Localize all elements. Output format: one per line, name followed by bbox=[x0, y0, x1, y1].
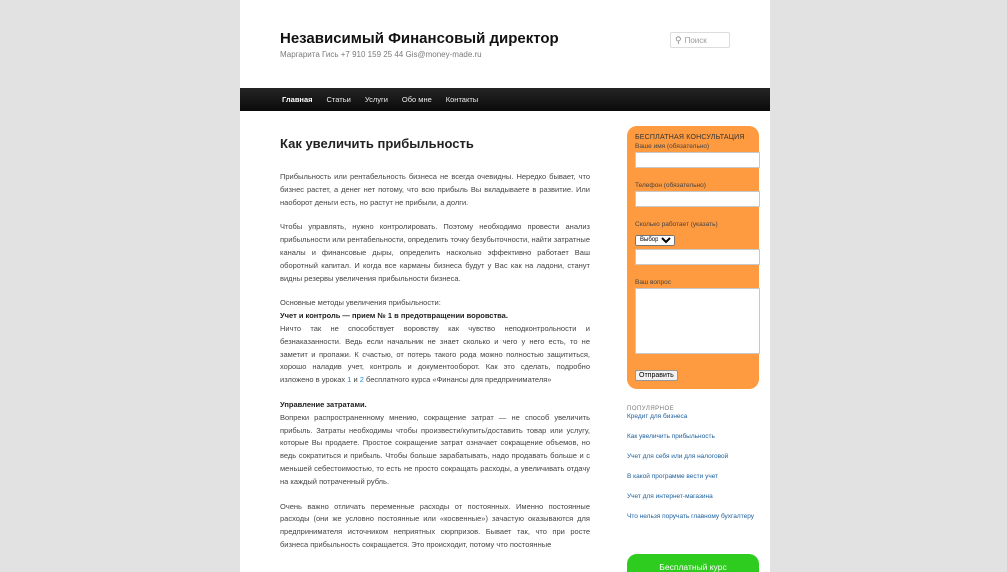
form-title: БЕСПЛАТНАЯ КОНСУЛЬТАЦИЯ bbox=[635, 134, 745, 141]
popular-link[interactable]: Что нельзя поручать главному бухгалтеру bbox=[627, 513, 755, 520]
nav-item-home[interactable]: Главная bbox=[282, 95, 313, 104]
phone-field[interactable] bbox=[635, 191, 760, 207]
time-field[interactable] bbox=[635, 249, 760, 265]
popular-title: ПОПУЛЯРНОЕ bbox=[627, 406, 675, 412]
phone-label: Телефон (обязательно) bbox=[635, 182, 706, 189]
popular-link[interactable]: Как увеличить прибыльность bbox=[627, 433, 715, 440]
name-label: Ваше имя (обязательно) bbox=[635, 143, 710, 150]
post-paragraph bbox=[280, 399, 590, 489]
post-title: Как увеличить прибыльность bbox=[280, 136, 474, 151]
site-description: Маргарита Гись +7 910 159 25 44 Gis@money-made.ru bbox=[280, 50, 482, 59]
method-text: Ничто так не способствует воровству как чувство неподконтрольности и безнаказанности. Ведь если начальник не знает сколько и чего у него есть, то не заметит и пропажи. К счастью, от потерь такого рода можно полностью защититься, хорошо наладив учет, контроль и документооборот. Как это сделать, подробно изложено в уроках bbox=[280, 323, 590, 385]
consultation-form bbox=[627, 126, 759, 389]
post-paragraph: Очень важно отличать переменные расходы от постоянных. Именно постоянные расходы (они же условно постоянные или «косвенные») зачастую оказываются для предпринимателя источником неприятных сюрпризов. Бывает так, что при росте бизнеса прибыльность сокращается. Это происходит, потому что постоянные bbox=[280, 501, 590, 549]
time-label: Сколько работает (указать) bbox=[635, 221, 718, 228]
method-heading: Управление затратами. bbox=[280, 399, 367, 409]
method-heading: Учет и контроль — прием № 1 в предотвращении воровства. bbox=[280, 311, 508, 321]
post-content bbox=[280, 128, 590, 564]
search-icon: ⚲ bbox=[675, 34, 682, 45]
and-text: и bbox=[353, 375, 358, 385]
popular-widget bbox=[627, 406, 759, 532]
free-course-banner[interactable]: Бесплатный курс bbox=[627, 554, 759, 572]
popular-link[interactable]: Кредит для бизнеса bbox=[627, 413, 688, 420]
name-field[interactable] bbox=[635, 152, 760, 168]
post-paragraph bbox=[280, 297, 590, 387]
popular-link[interactable]: Учет для себя или для налоговой bbox=[627, 453, 729, 460]
question-textarea[interactable] bbox=[635, 288, 760, 354]
time-select[interactable] bbox=[635, 235, 675, 246]
search-input[interactable] bbox=[670, 32, 730, 48]
lesson-2-link[interactable]: 2 bbox=[359, 375, 364, 385]
main-nav bbox=[240, 88, 770, 111]
methods-intro: Основные методы увеличения прибыльности: bbox=[280, 298, 441, 308]
method-text: Вопреки распространенному мнению, сокращение затрат — не способ увеличить прибыль. Затраты необходимы чтобы произвести/купить/доставить товар или услугу, которые Вы продаете. Простое сокращение затрат означает сокращение объемов, но ведь сократиться и прибыль. Чтобы больше зарабатывать, надо продавать больше и с меньшей себестоимостью, то есть не просто сокращать расходы, а увеличивать отдачу на каждый потраченный рубль. bbox=[280, 412, 590, 486]
search-placeholder: Поиск bbox=[684, 35, 707, 45]
submit-button[interactable]: Отправить bbox=[635, 370, 678, 381]
question-label: Ваш вопрос bbox=[635, 279, 671, 286]
nav-item-services[interactable]: Услуги bbox=[364, 95, 388, 104]
post-paragraph: Чтобы управлять, нужно контролировать. Поэтому необходимо провести анализ прибыльности или рентабельности, определить точку безубыточности, найти затратные каналы и финансовые дыры, определить насколько эффективно работает Ваш оборотный капитал. И когда все карманы бизнеса будут у Вас как на ладони, станут видны резервы увеличения прибыльности бизнеса. bbox=[280, 222, 590, 283]
site-title[interactable]: Независимый Финансовый директор bbox=[280, 30, 559, 47]
nav-item-contacts[interactable]: Контакты bbox=[445, 95, 479, 104]
popular-link[interactable]: Учет для интернет-магазина bbox=[627, 493, 713, 500]
post-paragraph: Прибыльность или рентабельность бизнеса не всегда очевидны. Нередко бывает, что бизнес растет, а денег нет потому, что всю прибыль Вы вкладываете в развитие. Или наоборот деньги есть, но растут не прибыли, а долги. bbox=[280, 172, 590, 207]
course-text: бесплатного курса «Финансы для предпринимателя» bbox=[366, 375, 552, 385]
page bbox=[240, 0, 770, 572]
popular-link[interactable]: В какой программе вести учет bbox=[627, 473, 719, 480]
lesson-1-link[interactable]: 1 bbox=[347, 375, 352, 385]
nav-item-about[interactable]: Обо мне bbox=[401, 95, 432, 104]
nav-item-articles[interactable]: Статьи bbox=[326, 95, 351, 104]
